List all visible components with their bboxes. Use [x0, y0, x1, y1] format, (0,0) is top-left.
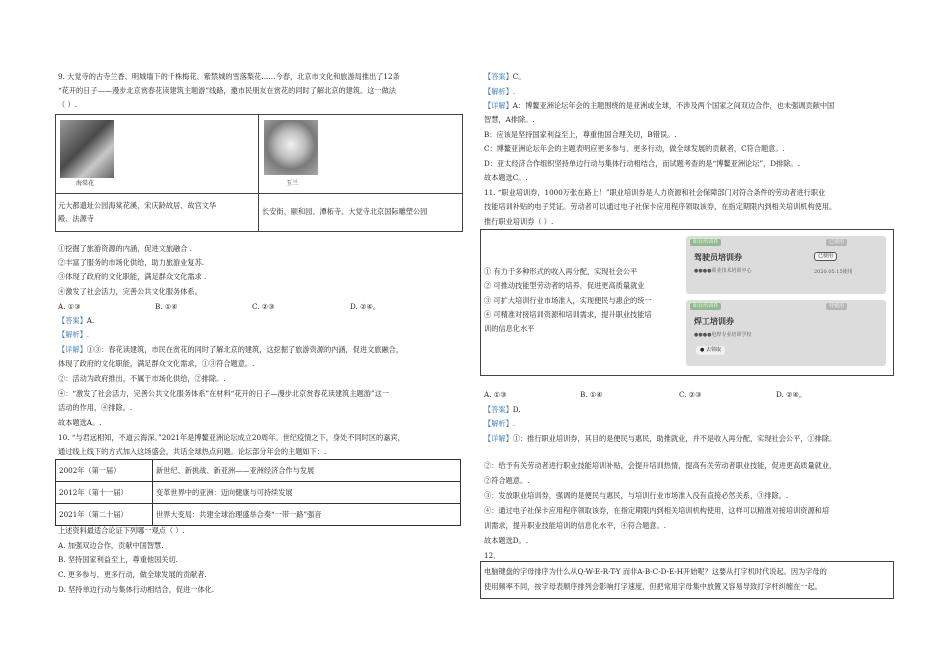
- q10-option-a: A. 加强双边合作，贡献中国智慧.: [58, 541, 164, 550]
- magnolia-caption: 玉兰: [286, 180, 299, 187]
- q11-detail-2: ②：给予有关劳动者进行职业技能培训补贴，会提升培训热情，提高有关劳动者职业技能，促进更高质量就业，: [484, 461, 837, 470]
- answer-label: 【答案】: [484, 405, 513, 414]
- q10-stem-line1: 10. “与君远相知，不道云海深。”2021年是博鳌亚洲论坛成立20周年。世纪疫情之下，身处不同时区的嘉宾，: [58, 433, 405, 442]
- q10-detail-2: 智慧，A排除。.: [484, 115, 535, 124]
- q10-answer: [484, 73, 525, 80]
- q10-option-d: D. 坚持单边行动与集体行动相结合，促进一体化.: [58, 585, 215, 594]
- q11-box-option-3: ③ 可扩大培训行业市场准入，实现便民与惠企的统一: [484, 296, 652, 305]
- begonia-caption: 海棠花: [76, 180, 95, 187]
- q10-detail-1: [484, 102, 834, 109]
- q10-conclusion: 故本题选C。.: [484, 173, 528, 182]
- q9-choice-c: C. ②③: [252, 302, 275, 311]
- q9-conclusion: 故本题选A。.: [58, 418, 102, 427]
- voucher-title: 焊工培训券: [694, 317, 734, 326]
- q11-box-option-4a: ④ 可精准对接培训资源和培训需求，提升职业技能培: [484, 310, 652, 319]
- table-cell-theme: 新世纪、新挑战、新亚洲——亚洲经济合作与发展: [153, 460, 461, 482]
- q9-answer: [58, 317, 94, 324]
- q11-detail-1: [484, 435, 836, 442]
- voucher-status-tag: 已使用: [826, 239, 847, 246]
- q12-box-line1: 电脑键盘的字母排序为什么从Q-W-E-R-T-Y 而非A-B-C-D-E-H开始呢？这要从打字机时代说起。因为字母的: [484, 567, 827, 576]
- q12-box-line2: 使用频率不同，按字母表顺序排列会影响打字速度，但把常用字母集中放置又容易导致打字杆纠缠在一起。: [484, 582, 822, 591]
- q10-ask: 上述资料最适合论证下列哪一观点（ ）.: [58, 526, 185, 535]
- q9-analysis-label: 【解析】.: [58, 330, 90, 339]
- q11-box-option-2: ② 可推动技能型劳动者的培养，促进更高质量就业: [484, 281, 645, 290]
- q9-row-left-2: 殿、法源寺: [58, 214, 94, 223]
- voucher-card-welder: [686, 300, 886, 366]
- answer-value: D.: [512, 405, 521, 414]
- q11-answer: [484, 406, 521, 413]
- voucher-date: 2020.05.15使用: [814, 269, 853, 275]
- q11-choice-d: D. ②④。: [776, 390, 807, 399]
- q9-choice-a: A. ①③: [58, 302, 81, 311]
- q11-box-option-1: ① 有力于多种形式的收入再分配，实现社会公平: [484, 267, 638, 276]
- voucher-tag: 职业培训券: [690, 303, 721, 310]
- q10-detail-4: C：博鳌亚洲论坛年会的主题表明应更多参与、更多行动，做全球发展的贡献者，C符合题意。.: [484, 144, 785, 153]
- table-row: [56, 504, 461, 526]
- q9-stem-line1: 9. 大觉寺的古寺兰香、明城墙下的千株梅花、紫禁城的雪落梨花……今春，北京市文化和旅游局推出了12条: [58, 72, 400, 81]
- voucher-title: 驾驶员培训券: [694, 253, 742, 262]
- table-row: [56, 460, 461, 482]
- q11-detail-4: ③：发放职业培训券，强调的是便民与惠民，与培训行业市场准入没有直接必然关系，③排除。.: [484, 491, 789, 500]
- claim-button[interactable]: [696, 346, 725, 355]
- q9-table-divider: [258, 114, 259, 232]
- q11-detail-6: 训需求，提升职业技能培训的信息化水平，④符合题意。.: [484, 521, 666, 530]
- q11-stem-line3: 推行职业培训券（ ）.: [484, 217, 554, 226]
- q11-analysis-label: 【解析】.: [484, 419, 516, 428]
- q11-stem-line1: 11. “职业培训券，1000万张在路上！”职业培训券是人力资源和社会保障部门对符合条件的劳动者进行职业: [484, 188, 826, 197]
- q10-theme-table: [55, 459, 461, 526]
- q11-stem-line2: 技能培训补贴的电子凭证。劳动者可以通过电子社保卡应用程序领取该券，在指定期限内到相关培训机构使用。: [484, 202, 837, 211]
- q9-option-1: ①挖掘了旅游资源的内涵，促进文旅融合 .: [58, 244, 192, 253]
- q9-table-hline: [55, 193, 463, 194]
- q9-detail-2: 体现了政府的文化职能，满足群众文化需求，①③符合题意。.: [58, 359, 255, 368]
- q10-option-c: C. 更多参与、更多行动，做全球发展的贡献者.: [58, 570, 207, 579]
- detail-label: 【详解】: [484, 101, 513, 110]
- q10-detail-3: B：应该是坚持国家利益至上，尊重他国合理关切，B错误。.: [484, 130, 677, 139]
- detail-text: ①③：春花读建筑，市民在赏花的同时了解北京的建筑，这挖掘了旅游资源的内涵，促进文旅融合，: [86, 345, 404, 354]
- q10-analysis-label: 【解析】.: [484, 87, 516, 96]
- q9-stem-line3: （ ）.: [58, 100, 77, 109]
- q9-row-left-1: 元大都遗址公园海棠花溪、宋庆龄故居、故宫文华: [58, 201, 217, 210]
- voucher-tag: 职业培训券: [690, 239, 721, 246]
- q9-detail-5: 活动的作用，④排除。.: [58, 403, 133, 412]
- q9-option-4: ④激发了社会活力，完善公共文化服务体系。: [58, 287, 202, 296]
- detail-label: 【详解】: [484, 434, 513, 443]
- q12-number: 12．: [484, 551, 501, 560]
- q9-row-right: 长安街、颐和园、潭柘寺、大觉寺北京国际雕塑公园: [262, 207, 428, 216]
- table-cell-year: 2002年（第一届）: [56, 460, 153, 482]
- q9-detail-4: ④：“激发了社会活力，完善公共文化服务体系”在材料“花开的日子—漫步北京赏春花读建筑主题游”这一: [58, 389, 389, 398]
- q11-conclusion: 故本题选D。.: [484, 536, 528, 545]
- q11-detail-5: ④：通过电子社保卡应用程序领取该券，在指定期限内到相关培训机构使用，这样可以精准对接培训资源和培: [484, 506, 830, 515]
- table-cell-theme: 变革世界中的亚洲：迈向健康与可持续发展: [153, 482, 461, 504]
- q9-choice-b: B. ①④: [155, 302, 178, 311]
- voucher-status-tag: 待使用: [826, 303, 847, 310]
- answer-label: 【答案】: [484, 72, 513, 81]
- claim-button-label: 去领取: [705, 347, 721, 353]
- table-cell-theme: 世界大变局：共建全球治理盛举合奏“一带一路”强音: [153, 504, 461, 526]
- table-cell-year: 2012年（第十一届）: [56, 482, 153, 504]
- q9-choice-d: D. ②④。: [350, 302, 381, 311]
- voucher-issuer: ●●●●职业技术培训中心: [694, 268, 752, 274]
- answer-value: A.: [86, 316, 95, 325]
- detail-text: ①：推行职业培训券，其目的是便民与惠民，助推就业，并不是收入再分配，实现社会公平，①排除。: [512, 434, 837, 443]
- q11-box-option-4b: 训的信息化水平: [484, 324, 535, 333]
- q10-stem-line2: 通过线上线下的方式加入这场盛会，共话全球热点问题。论坛部分年会的主题如下：.: [58, 447, 327, 456]
- q11-choice-a: A. ①③: [484, 390, 507, 399]
- q9-stem-line2: “花开的日子——漫步北京赏春花读建筑主题游”线路，邀市民朋友在赏花的同时了解北京的建筑。这一做法: [58, 86, 396, 95]
- begonia-photo: [60, 120, 114, 178]
- q9-option-3: ③体现了政府的文化职能，满足群众文化需求 .: [58, 272, 207, 281]
- detail-label: 【详解】: [58, 345, 87, 354]
- q10-option-b: B. 坚持国家利益至上，尊重他国关切.: [58, 555, 178, 564]
- q11-choice-b: B. ①④: [580, 390, 603, 399]
- q9-option-2: ②丰富了服务的市场化供给，助力旅游业复苏.: [58, 258, 205, 267]
- table-cell-year: 2021年（第二十届）: [56, 504, 153, 526]
- q10-detail-5: D：亚太经济合作组织坚持单边行动与集体行动相结合，而试题考查的是“博鳌亚洲论坛”，D排除。.: [484, 159, 800, 168]
- q9-detail-3: ②：活动为政府推出，不属于市场化供给，②排除。.: [58, 374, 226, 383]
- q11-detail-3: ②符合题意。.: [484, 476, 530, 485]
- voucher-issuer: ●●●●电焊专业培训学校: [694, 332, 752, 338]
- answer-value: C。: [512, 72, 526, 81]
- q11-choice-c: C. ②③: [679, 390, 702, 399]
- table-row: [56, 482, 461, 504]
- used-stamp: 已使用: [814, 252, 837, 261]
- detail-text: A：博鳌亚洲论坛年会的主题围绕的是亚洲或全球，不涉及两个国家之间双边合作，也未强调贡献中国: [512, 101, 835, 110]
- magnolia-photo: [264, 120, 318, 175]
- claim-icon: ●: [700, 347, 706, 353]
- voucher-card-driver: [686, 236, 886, 294]
- answer-label: 【答案】: [58, 316, 87, 325]
- q9-detail-1: [58, 346, 403, 353]
